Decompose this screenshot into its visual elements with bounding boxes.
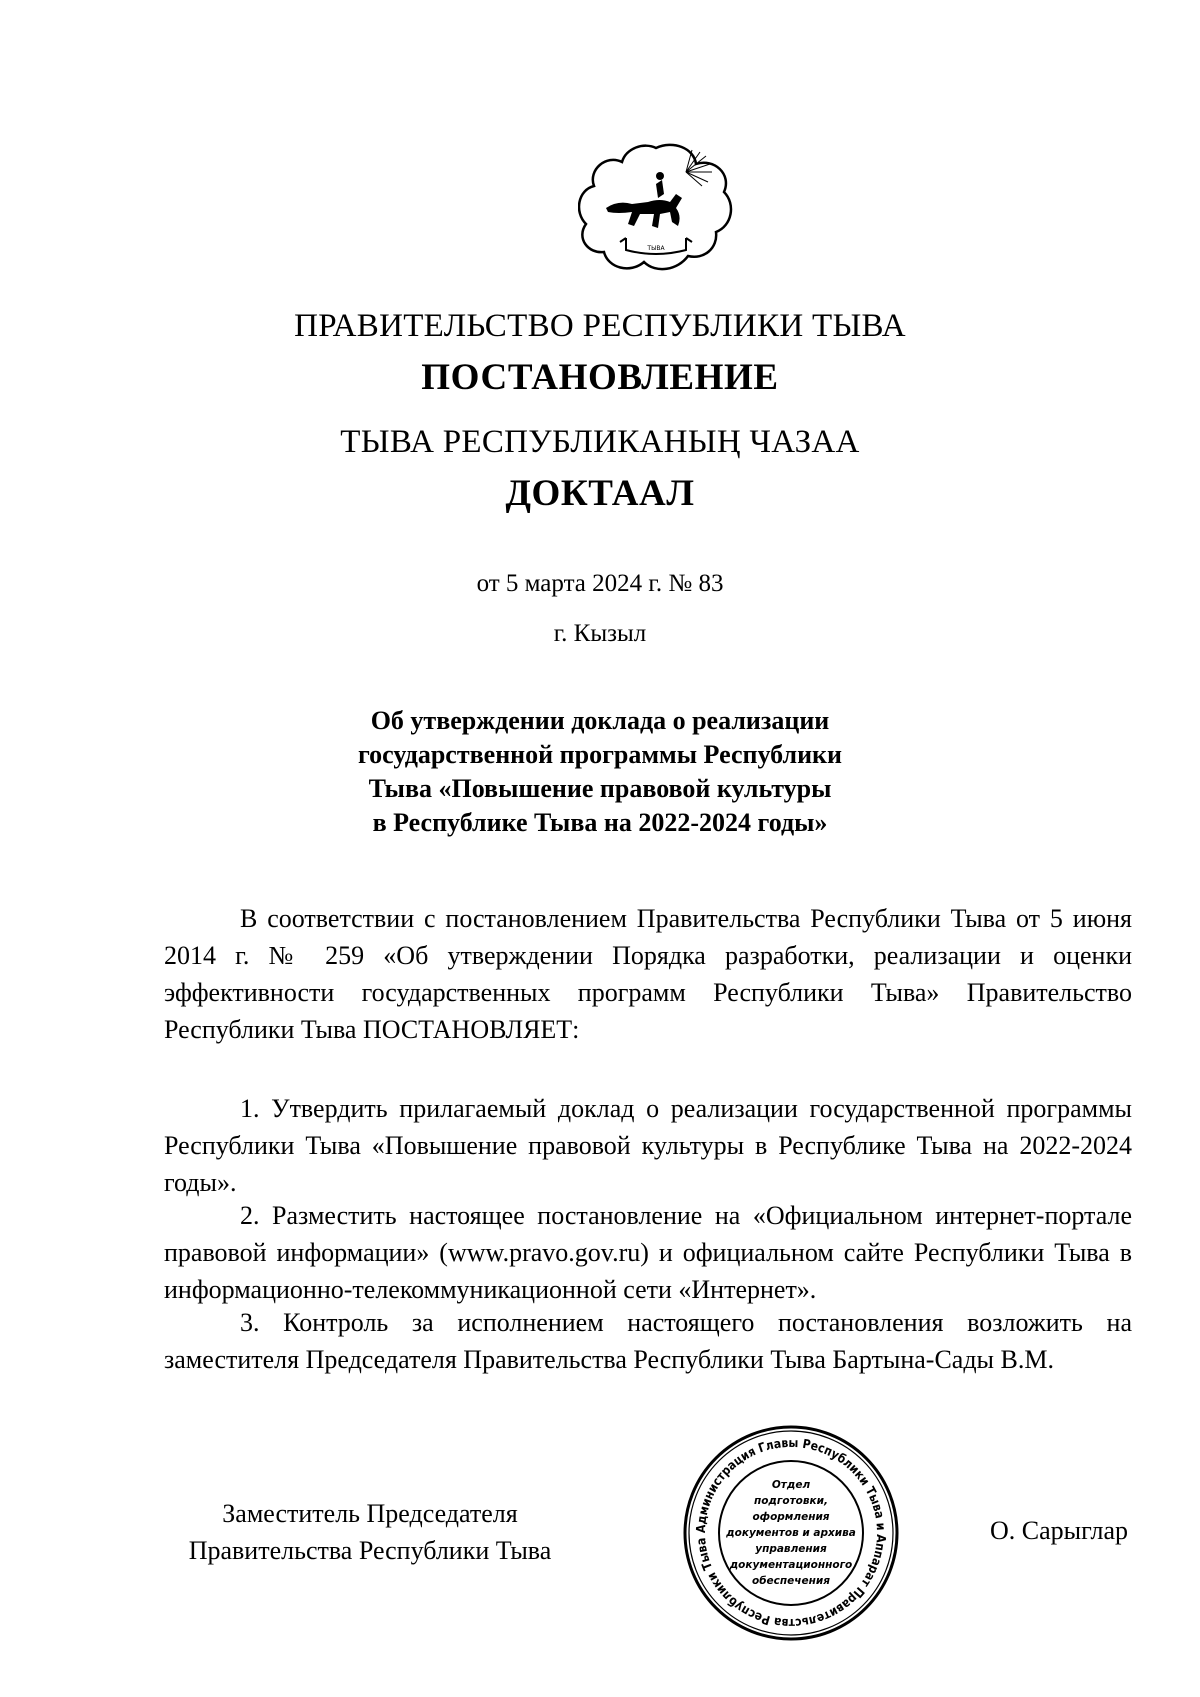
stamp-ring-text: Администрация Главы Республики Тыва и Аппарат Правительства Республики Тыва: [692, 1434, 890, 1632]
government-name-tyv: ТЫВА РЕСПУБЛИКАНЫҢ ЧАЗАА: [340, 424, 860, 460]
date-and-number: от 5 марта 2024 г. № 83: [476, 570, 724, 597]
document-title: [0, 704, 1200, 840]
signatory-name: О. Сарыглар: [990, 1516, 1128, 1545]
coat-of-arms-emblem: [578, 142, 734, 276]
title-line: в Республике Тыва на 2022-2024 годы»: [372, 808, 828, 837]
stamp-center-line: оформления: [752, 1511, 830, 1523]
stamp-center-line: управления: [755, 1543, 827, 1555]
signatory-position: [172, 1495, 568, 1569]
signatory-position-line: Заместитель Председателя: [222, 1499, 518, 1528]
title-line: Об утверждении доклада о реализации: [370, 706, 830, 735]
preamble-paragraph: В соответствии с постановлением Правительства Республики Тыва от 5 июня 2014 г. № 259 «Об утверждении Порядка разработки, реализации и оценки эффективности государственных программ Республики Тыва» Правительство Республики Тыва ПОСТАНОВЛЯЕТ:: [164, 904, 1132, 1044]
stamp-center-line: обеспечения: [752, 1575, 830, 1587]
resolution-item-1: 1. Утвердить прилагаемый доклад о реализации государственной программы Республики Тыва «Повышение правовой культуры в Республике Тыва на 2022-2024 годы».: [164, 1094, 1132, 1197]
svg-text:ТЫВА: ТЫВА: [647, 245, 665, 252]
stamp-center-line: подготовки,: [753, 1495, 829, 1507]
title-line: Тыва «Повышение правовой культуры: [368, 774, 832, 803]
document-type-ru: ПОСТАНОВЛЕНИЕ: [421, 357, 779, 398]
city: г. Кызыл: [553, 620, 647, 647]
resolution-item-2: 2. Разместить настоящее постановление на «Официальном интернет-портале правовой информации» (www.pravo.gov.ru) и официальном сайте Республики Тыва в информационно-телекоммуникационной сети «Интернет».: [164, 1201, 1132, 1304]
signatory-position-line: Правительства Республики Тыва: [188, 1536, 552, 1565]
resolution-item-3: 3. Контроль за исполнением настоящего постановления возложить на заместителя Председателя Правительства Республики Тыва Бартына-Сады В.М.: [164, 1308, 1132, 1374]
official-stamp: [680, 1422, 902, 1644]
document-type-tyv: ДОКТААЛ: [505, 473, 695, 514]
stamp-center-line: документов и архива: [726, 1527, 856, 1539]
government-name-ru: ПРАВИТЕЛЬСТВО РЕСПУБЛИКИ ТЫВА: [294, 308, 906, 344]
stamp-center-line: Отдел: [771, 1479, 811, 1491]
stamp-center-line: документационного: [729, 1559, 853, 1571]
title-line: государственной программы Республики: [357, 740, 843, 769]
